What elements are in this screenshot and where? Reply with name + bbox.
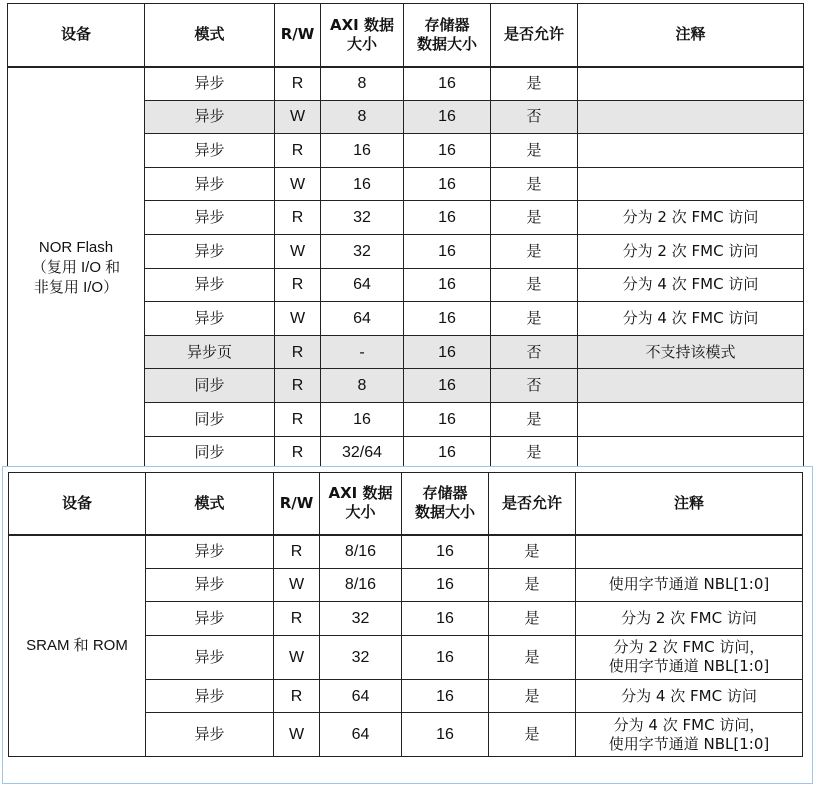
allowed-cell: 是 [489, 713, 576, 757]
memory-size-cell: 16 [402, 535, 489, 569]
mode-cell: 异步 [146, 635, 274, 679]
axi-size-cell: 8/16 [320, 568, 402, 602]
rw-cell: R [275, 134, 321, 168]
note-cell: 分为 4 次 FMC 访问 [576, 679, 803, 713]
allowed-cell: 是 [489, 568, 576, 602]
mode-cell: 异步 [146, 568, 274, 602]
memory-size-cell: 16 [404, 369, 491, 403]
memory-size-cell: 16 [404, 302, 491, 336]
memory-size-cell: 16 [404, 100, 491, 134]
note-cell: 分为 4 次 FMC 访问 [578, 302, 804, 336]
note-cell: 分为 2 次 FMC 访问 [578, 201, 804, 235]
note-cell: 分为 2 次 FMC 访问 [578, 234, 804, 268]
header-memory-size: 存储器 数据大小 [404, 4, 491, 67]
memory-size-cell: 16 [404, 67, 491, 101]
rw-cell: W [274, 713, 320, 757]
axi-size-cell: 64 [320, 713, 402, 757]
rw-cell: R [274, 679, 320, 713]
memory-size-cell: 16 [404, 402, 491, 436]
header-rw: R/W [275, 4, 321, 67]
note-cell: 分为 2 次 FMC 访问， 使用字节通道 NBL[1:0] [576, 635, 803, 679]
axi-size-cell: 32 [320, 602, 402, 636]
allowed-cell: 是 [491, 167, 578, 201]
header-notes: 注释 [576, 473, 803, 535]
axi-size-cell: 32/64 [321, 436, 404, 470]
allowed-cell: 是 [491, 302, 578, 336]
header-device: 设备 [8, 4, 145, 67]
rw-cell: R [275, 436, 321, 470]
note-cell: 分为 2 次 FMC 访问 [576, 602, 803, 636]
note-cell [578, 67, 804, 101]
device-cell: NOR Flash （复用 I/O 和 非复用 I/O） [8, 67, 145, 470]
memory-size-cell: 16 [404, 167, 491, 201]
memory-size-cell: 16 [404, 436, 491, 470]
mode-cell: 异步 [145, 302, 275, 336]
axi-size-cell: 8/16 [320, 535, 402, 569]
header-mode: 模式 [145, 4, 275, 67]
rw-cell: R [275, 369, 321, 403]
mode-cell: 异步 [146, 679, 274, 713]
note-cell [578, 369, 804, 403]
rw-cell: R [275, 402, 321, 436]
axi-size-cell: 8 [321, 67, 404, 101]
allowed-cell: 是 [489, 635, 576, 679]
mode-cell: 异步 [145, 201, 275, 235]
note-cell: 不支持该模式 [578, 335, 804, 369]
rw-cell: W [275, 100, 321, 134]
axi-size-cell: 64 [321, 268, 404, 302]
rw-cell: R [275, 268, 321, 302]
mode-cell: 异步 [145, 234, 275, 268]
sram-rom-access-table [8, 472, 803, 757]
mode-cell: 异步 [145, 268, 275, 302]
mode-cell: 异步 [145, 134, 275, 168]
mode-cell: 异步 [145, 167, 275, 201]
rw-cell: R [275, 335, 321, 369]
memory-size-cell: 16 [404, 268, 491, 302]
axi-size-cell: 32 [321, 201, 404, 235]
header-allowed: 是否允许 [491, 4, 578, 67]
allowed-cell: 否 [491, 369, 578, 403]
header-notes: 注释 [578, 4, 804, 67]
header-memory-size: 存储器 数据大小 [402, 473, 489, 535]
mode-cell: 同步 [145, 436, 275, 470]
note-cell: 使用字节通道 NBL[1:0] [576, 568, 803, 602]
rw-cell: W [275, 234, 321, 268]
allowed-cell: 是 [489, 602, 576, 636]
rw-cell: W [274, 635, 320, 679]
memory-size-cell: 16 [402, 679, 489, 713]
memory-size-cell: 16 [402, 635, 489, 679]
allowed-cell: 是 [491, 201, 578, 235]
memory-size-cell: 16 [402, 602, 489, 636]
note-cell [578, 402, 804, 436]
axi-size-cell: 8 [321, 100, 404, 134]
allowed-cell: 否 [491, 100, 578, 134]
allowed-cell: 是 [491, 67, 578, 101]
note-cell [578, 167, 804, 201]
memory-size-cell: 16 [404, 234, 491, 268]
rw-cell: W [275, 302, 321, 336]
table1-header-row [8, 4, 804, 67]
axi-size-cell: 16 [321, 167, 404, 201]
rw-cell: R [275, 201, 321, 235]
axi-size-cell: 64 [320, 679, 402, 713]
axi-size-cell: 32 [320, 635, 402, 679]
axi-size-cell: 16 [321, 134, 404, 168]
mode-cell: 异步 [146, 602, 274, 636]
rw-cell: W [274, 568, 320, 602]
axi-size-cell: 8 [321, 369, 404, 403]
device-cell: SRAM 和 ROM [9, 535, 146, 757]
memory-size-cell: 16 [402, 713, 489, 757]
mode-cell: 同步 [145, 402, 275, 436]
rw-cell: R [274, 602, 320, 636]
allowed-cell: 是 [491, 134, 578, 168]
axi-size-cell: - [321, 335, 404, 369]
mode-cell: 异步 [146, 535, 274, 569]
note-cell [576, 535, 803, 569]
mode-cell: 异步 [145, 100, 275, 134]
header-rw: R/W [274, 473, 320, 535]
mode-cell: 同步 [145, 369, 275, 403]
table2-header-row [9, 473, 803, 535]
allowed-cell: 是 [491, 436, 578, 470]
rw-cell: R [274, 535, 320, 569]
note-cell [578, 100, 804, 134]
axi-size-cell: 64 [321, 302, 404, 336]
allowed-cell: 是 [489, 535, 576, 569]
mode-cell: 异步 [145, 67, 275, 101]
note-cell [578, 436, 804, 470]
allowed-cell: 是 [491, 234, 578, 268]
rw-cell: W [275, 167, 321, 201]
header-mode: 模式 [146, 473, 274, 535]
allowed-cell: 是 [491, 268, 578, 302]
table-row [8, 67, 804, 101]
nor-flash-access-table [7, 3, 804, 470]
memory-size-cell: 16 [404, 201, 491, 235]
note-cell: 分为 4 次 FMC 访问， 使用字节通道 NBL[1:0] [576, 713, 803, 757]
header-allowed: 是否允许 [489, 473, 576, 535]
header-axi-size: AXI 数据 大小 [320, 473, 402, 535]
memory-size-cell: 16 [402, 568, 489, 602]
memory-size-cell: 16 [404, 335, 491, 369]
allowed-cell: 是 [489, 679, 576, 713]
axi-size-cell: 16 [321, 402, 404, 436]
allowed-cell: 否 [491, 335, 578, 369]
header-axi-size: AXI 数据 大小 [321, 4, 404, 67]
note-cell [578, 134, 804, 168]
axi-size-cell: 32 [321, 234, 404, 268]
header-device: 设备 [9, 473, 146, 535]
rw-cell: R [275, 67, 321, 101]
note-cell: 分为 4 次 FMC 访问 [578, 268, 804, 302]
memory-size-cell: 16 [404, 134, 491, 168]
allowed-cell: 是 [491, 402, 578, 436]
mode-cell: 异步页 [145, 335, 275, 369]
mode-cell: 异步 [146, 713, 274, 757]
table-row [9, 535, 803, 569]
